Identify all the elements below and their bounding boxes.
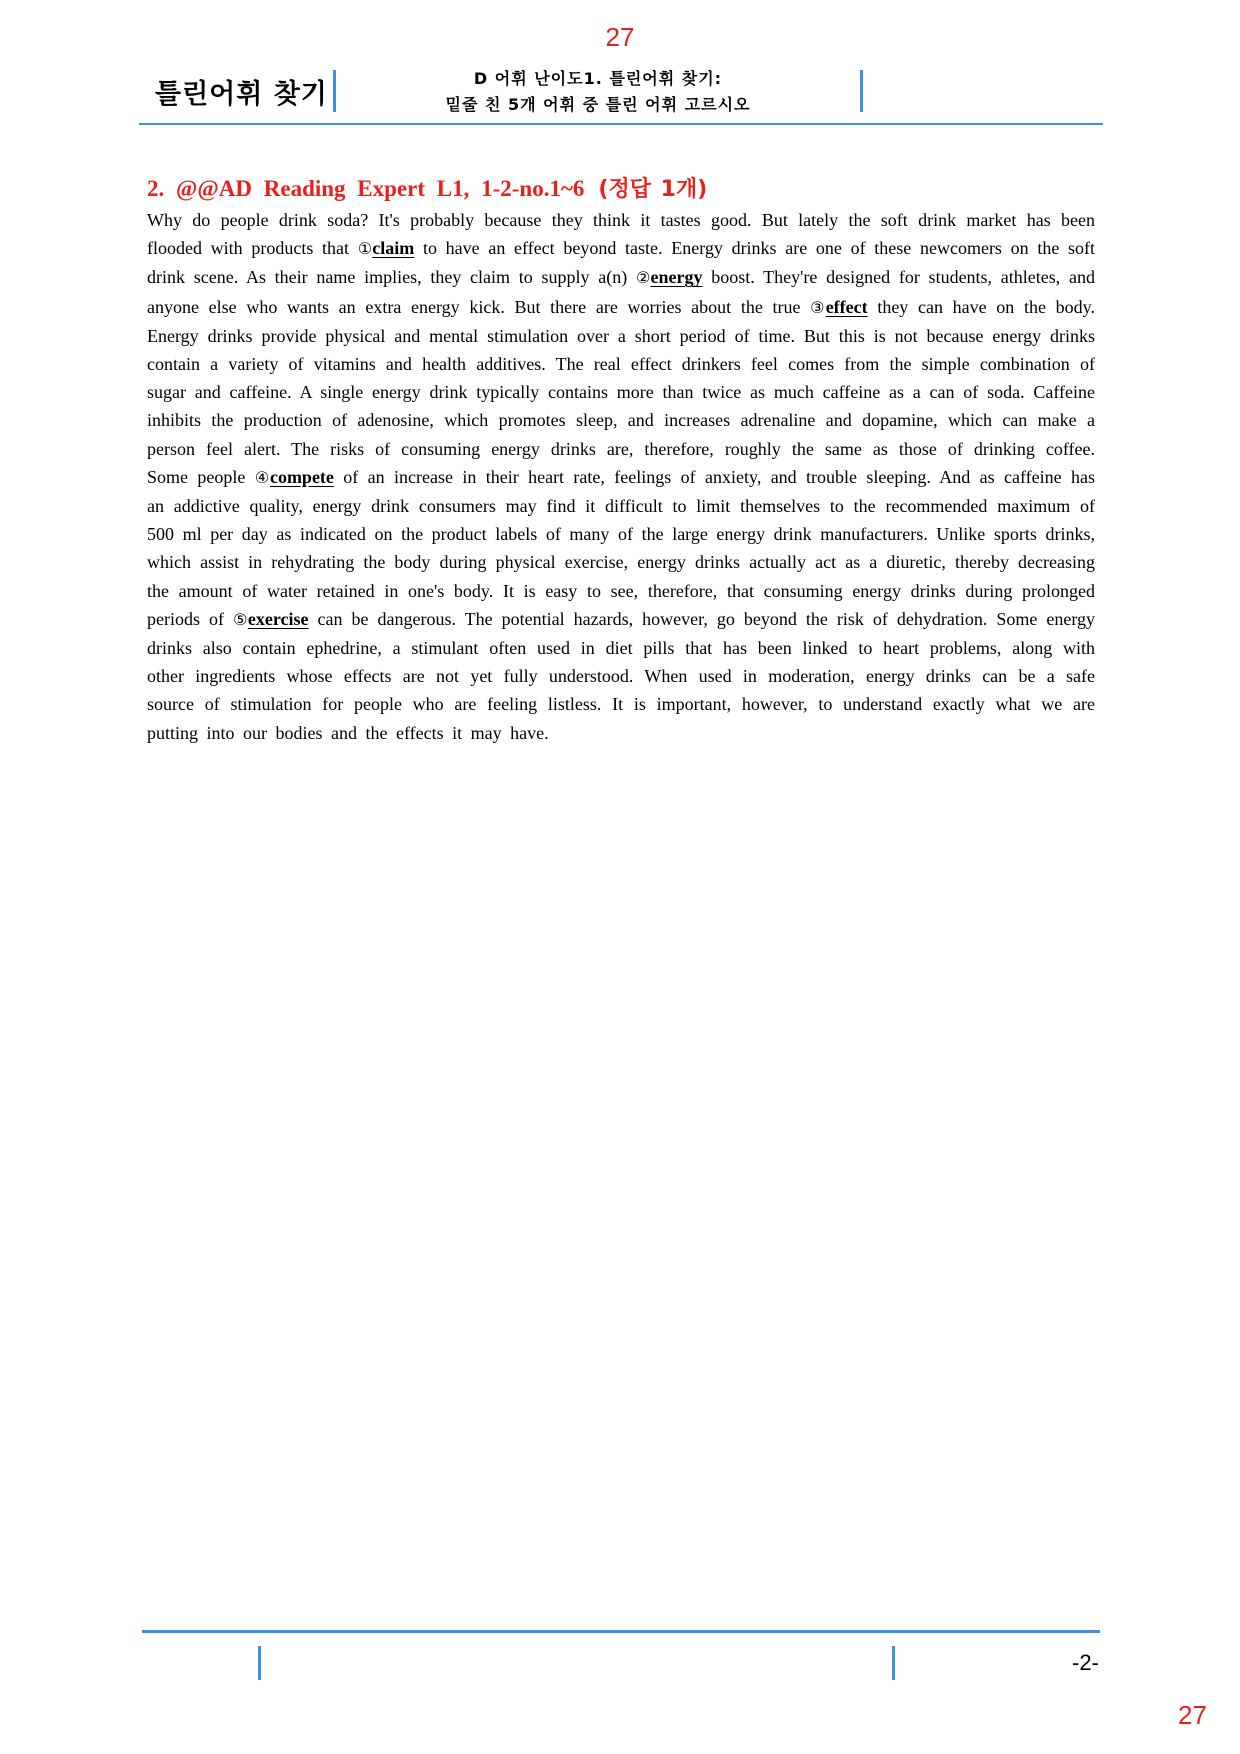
page-number-top: 27 — [605, 22, 635, 52]
choice-number: ② — [635, 268, 651, 288]
choice-number: ① — [357, 239, 373, 259]
passage — [147, 206, 1095, 747]
header-rule — [139, 123, 1103, 125]
passage-text: can be dangerous. The potential hazards, however, go beyond the risk of dehydration. Some energy drinks also contain ephedrine, a stimulant often used in diet pills that has been linked to heart problems, along with other ingredients whose effects are not yet fully understood. When used in moderation, energy drinks can be a safe source of stimulation for people who are feeling listless. It is important, however, to understand exactly what we are putting into our bodies and the effects it may have. — [147, 608, 1096, 743]
passage-text: they can have on the body. Energy drinks provide physical and mental stimulation over a short period of time. But this is not because energy drinks contain a variety of vitamins and health additives. The real effect drinkers feel comes from the simple combination of sugar and caffeine. A single energy drink typically contains more than twice as much caffeine as a can of soda. Caffeine inhibits the production of adenosine, which promotes sleep, and increases adrenaline and dopamine, which can make a person feel alert. The risks of consuming energy drinks are, therefore, roughly the same as those of drinking coffee. Some people — [147, 296, 1095, 487]
header-subtitle-line1: D 어휘 난이도1. 틀린어휘 찾기: — [473, 69, 723, 88]
underlined-choice-word: compete — [269, 466, 334, 487]
passage-text: of an increase in their heart rate, feelings of anxiety, and trouble sleeping. And as caffeine has an addictive quality, energy drink consumers may find it difficult to limit themselves to the recommended maximum of 500 ml per day as indicated on the product labels of many of the large energy drink manufacturers. Unlike sports drinks, which assist in rehydrating the body during physical exercise, energy drinks actually act as a diuretic, thereby decreasing the amount of water retained in one's body. It is easy to see, therefore, that consuming energy drinks during prolonged periods of — [147, 466, 1096, 629]
header-title: 틀린어휘 찾기 — [155, 79, 328, 110]
passage-text: to have an effect beyond taste. Energy drinks are one of these newcomers on the soft drink scene. As their name implies, they claim to supply a(n) — [147, 238, 1096, 288]
footer-rule — [142, 1630, 1100, 1633]
footer-divider-left — [258, 1646, 261, 1680]
footer-divider-right — [892, 1646, 895, 1680]
underlined-choice-word: energy — [650, 267, 703, 288]
page-number-bottom: 27 — [1178, 1700, 1207, 1730]
underlined-choice-word: claim — [372, 238, 415, 259]
footer-page-number: -2- — [1072, 1650, 1099, 1675]
choice-number: ④ — [254, 467, 270, 487]
header-divider-right — [860, 70, 863, 112]
passage-text: boost. They're designed for students, athletes, and anyone else who wants an extra energy kick. But there are worries about the true — [147, 267, 1095, 317]
passage-text: Why do people drink soda? It's probably because they think it tastes good. But lately the soft drink market has been flooded with products that — [147, 210, 1095, 259]
underlined-choice-word: exercise — [247, 608, 309, 629]
choice-number: ⑤ — [233, 609, 248, 629]
underlined-choice-word: effect — [825, 296, 868, 317]
question-title — [147, 172, 707, 203]
answer-note: (정답 1개) — [598, 177, 708, 202]
header-subtitle — [335, 66, 861, 118]
header-subtitle-line2: 밑줄 친 5개 어휘 중 틀린 어휘 고르시오 — [445, 95, 751, 114]
choice-number: ③ — [810, 297, 826, 317]
question-title-text: 2. @@AD Reading Expert L1, 1-2-no.1~6 — [147, 176, 585, 201]
